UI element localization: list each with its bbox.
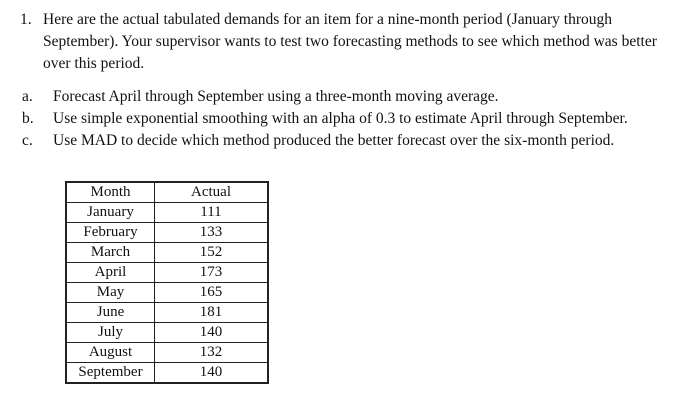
month-cell: January (66, 203, 155, 223)
month-cell: September (66, 363, 155, 384)
subpart-a (22, 86, 682, 108)
table-row (66, 203, 268, 223)
actual-cell: 140 (155, 363, 269, 384)
subpart-text: Use simple exponential smoothing with an alpha of 0.3 to estimate April through September. (53, 110, 628, 127)
subpart-list (22, 86, 682, 152)
table-row (66, 283, 268, 303)
subpart-text: Use MAD to decide which method produced the better forecast over the six-month period. (53, 132, 615, 149)
actual-cell: 165 (155, 283, 269, 303)
table-header-row (66, 182, 268, 203)
actual-cell: 152 (155, 243, 269, 263)
problem-number: 1. (20, 11, 32, 28)
subpart-letter: a. (22, 88, 33, 105)
month-cell: March (66, 243, 155, 263)
subpart-letter: b. (22, 110, 34, 127)
month-cell: February (66, 223, 155, 243)
subpart-letter: c. (22, 132, 33, 149)
month-cell: June (66, 303, 155, 323)
month-cell: April (66, 263, 155, 283)
actual-cell: 133 (155, 223, 269, 243)
month-cell: August (66, 343, 155, 363)
actual-cell: 132 (155, 343, 269, 363)
table-row (66, 343, 268, 363)
actual-header: Actual (155, 182, 269, 203)
table-row (66, 263, 268, 283)
table-row (66, 243, 268, 263)
subpart-c (22, 130, 682, 152)
table-row (66, 363, 268, 384)
actual-cell: 181 (155, 303, 269, 323)
table-row (66, 323, 268, 343)
month-cell: July (66, 323, 155, 343)
actual-cell: 140 (155, 323, 269, 343)
table-row (66, 303, 268, 323)
demand-table (65, 181, 269, 384)
actual-cell: 111 (155, 203, 269, 223)
problem-statement: Here are the actual tabulated demands for an item for a nine-month period (January through September). Your supervisor wants to test two forecasting methods to see which method was better over this period. (43, 11, 657, 72)
actual-cell: 173 (155, 263, 269, 283)
month-header: Month (66, 182, 155, 203)
table-row (66, 223, 268, 243)
subpart-text: Forecast April through September using a three-month moving average. (53, 88, 499, 105)
month-cell: May (66, 283, 155, 303)
subpart-b (22, 108, 682, 130)
